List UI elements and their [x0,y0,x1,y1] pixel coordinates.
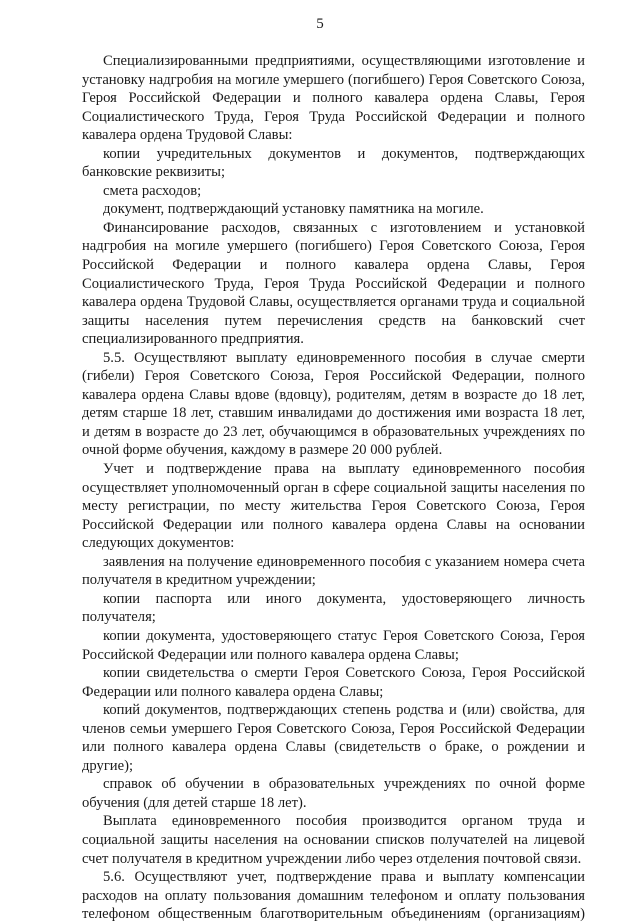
document-body [82,52,585,924]
paragraph: смета расходов; [103,182,202,199]
paragraph: копий документов, подтверждающих степень родства и (или) свойства, для членов семьи умершего Героя Советского Союза, Героя Российской Федерации или полного кавалера ордена Славы (свидетельств о браке, о рождении и другие); [82,702,585,774]
paragraph: справок об обучении в образовательных учреждениях по очной форме обучения (для детей старше 18 лет). [82,776,585,811]
page-number: 5 [316,16,324,32]
paragraph: 5.6. Осуществляют учет, подтверждение права и выплату компенсации расходов на оплату пользования домашним телефоном и оплату пользования телефоном общественным благотворительным объединениям (организациям) [82,869,585,923]
paragraph: копии паспорта или иного документа, удостоверяющего личность получателя; [82,590,585,626]
paragraph: заявления на получение единовременного пособия с указанием номера счета получателя в кредитном учреждении; [82,553,585,589]
paragraph: копии свидетельства о смерти Героя Советского Союза, Героя Российской Федерации или полного кавалера ордена Славы; [82,665,585,700]
paragraph: Финансирование расходов, связанных с изготовлением и установкой надгробия на могиле умершего (погибшего) Героя Советского Союза, Героя Российской Федерации и полного кавалера ордена Славы, Героя Социалистического Труда, Героя Труда Российской Федерации и полного кавалера ордена Трудовой Славы, осуществляется органами труда и социальной защиты населения путем перечисления средств на банковский счет специализированного предприятия. [82,219,585,348]
paragraph: Учет и подтверждение права на выплату единовременного пособия осуществляет уполномоченный орган в сфере социальной защиты населения по месту регистрации, по месту жительства Героя Советского Союза, Героя Российской Федерации или полного кавалера ордена Славы на основании следующих документов: [82,461,585,552]
paragraph: копии учредительных документов и документов, подтверждающих банковские реквизиты; [82,145,585,181]
paragraph: 5.5. Осуществляют выплату единовременного пособия в случае смерти (гибели) Героя Советского Союза, Героя Российской Федерации, полного кавалера ордена Славы вдове (вдовцу), родителям, детям в возрасте до 18 лет, детям старше 18 лет, ставшим инвалидами до достижения ими возраста 18 лет, и детям в возрасте до 23 лет, обучающимся в образовательных учреждениях по очной форме обучения, каждому в размере 20 000 рублей. [82,349,585,459]
paragraph: Выплата единовременного пособия производится органом труда и социальной защиты населения на основании списков получателей на лицевой счет получателя в кредитном учреждении либо через отделения почтовой связи. [82,813,585,867]
paragraph: Специализированными предприятиями, осуществляющими изготовление и установку надгробия на могиле умершего (погибшего) Героя Советского Союза, Героя Российской Федерации и полного кавалера ордена Славы, Героя Социалистического Труда, Героя Труда Российской Федерации и полного кавалера ордена Трудовой Славы: [82,53,585,144]
paragraph: копии документа, удостоверяющего статус Героя Советского Союза, Героя Российской Федерации или полного кавалера ордена Славы; [82,627,585,663]
paragraph: документ, подтверждающий установку памятника на могиле. [103,201,484,218]
